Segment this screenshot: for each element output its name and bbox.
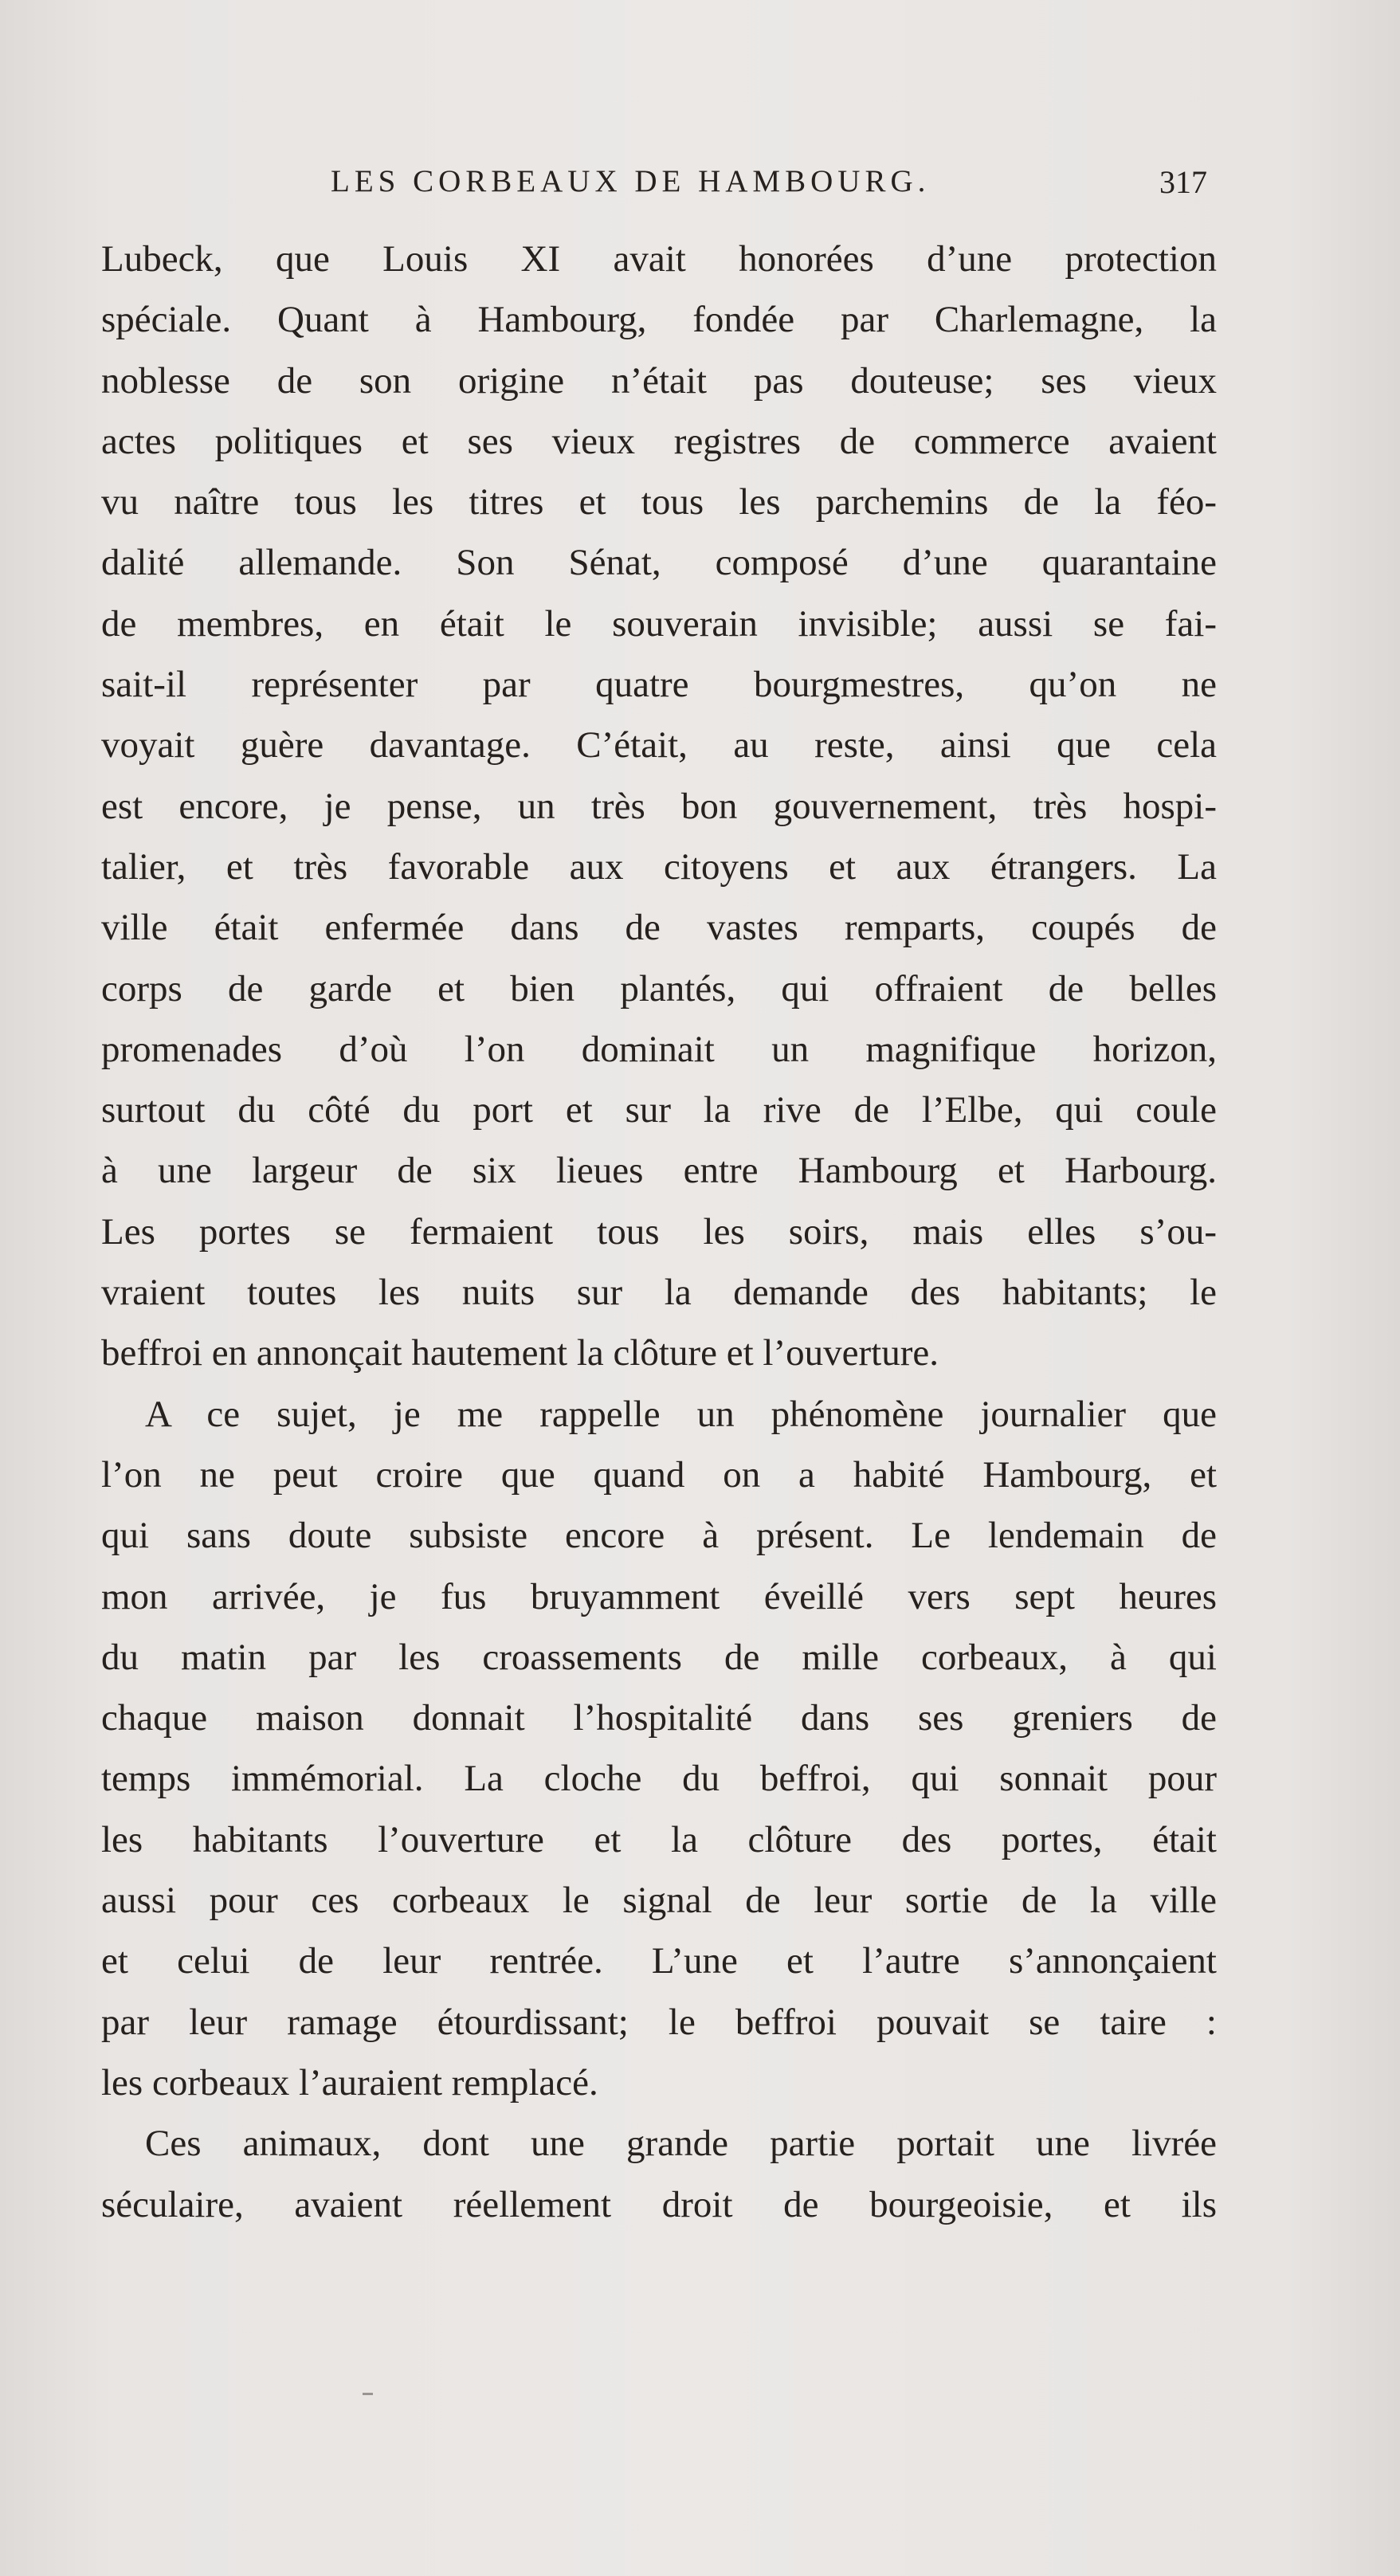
text-line: ville était enfermée dans de vastes remparts, coupés de xyxy=(101,907,1217,949)
text-line: noblesse de son origine n’était pas douteuse; ses vieux xyxy=(101,359,1217,402)
text-line: temps immémorial. La cloche du beffroi, qui sonnait pour xyxy=(101,1758,1217,1800)
text-line: séculaire, avaient réellement droit de bourgeoisie, et ils xyxy=(101,2183,1217,2225)
text-line: les corbeaux l’auraient remplacé. xyxy=(101,2061,598,2104)
paragraph-start-line: A ce sujet, je me rappelle un phénomène journalier que xyxy=(145,1393,1217,1435)
body-text xyxy=(101,229,1217,2235)
text-line: vraient toutes les nuits sur la demande des habitants; le xyxy=(101,1272,1217,1314)
text-line: de membres, en était le souverain invisible; aussi se fai- xyxy=(101,602,1217,645)
text-line: Les portes se fermaient tous les soirs, mais elles s’ou- xyxy=(101,1210,1217,1253)
running-head: LES CORBEAUX DE HAMBOURG. xyxy=(331,164,931,198)
text-line: du matin par les croassements de mille corbeaux, à qui xyxy=(101,1636,1217,1678)
text-line: à une largeur de six lieues entre Hambourg et Harbourg. xyxy=(101,1150,1217,1192)
text-line: surtout du côté du port et sur la rive de l’Elbe, qui coule xyxy=(101,1089,1217,1131)
paragraph-start-line: Ces animaux, dont une grande partie portait une livrée xyxy=(145,2123,1217,2165)
text-line: spéciale. Quant à Hambourg, fondée par Charlemagne, la xyxy=(101,299,1217,341)
text-line: actes politiques et ses vieux registres de commerce avaient xyxy=(101,420,1217,462)
text-line: aussi pour ces corbeaux le signal de leur sortie de la ville xyxy=(101,1880,1217,1922)
page-number: 317 xyxy=(1159,164,1207,200)
text-line: est encore, je pense, un très bon gouvernement, très hospi- xyxy=(101,785,1217,827)
text-line: corps de garde et bien plantés, qui offraient de belles xyxy=(101,967,1217,1010)
text-line: beffroi en annonçait hautement la clôture et l’ouverture. xyxy=(101,1332,939,1374)
text-line: et celui de leur rentrée. L’une et l’autre s’annonçaient xyxy=(101,1940,1217,1982)
text-line: par leur ramage étourdissant; le beffroi pouvait se taire : xyxy=(101,2001,1217,2043)
text-line: talier, et très favorable aux citoyens et aux étrangers. La xyxy=(101,845,1217,888)
page-header xyxy=(331,163,1207,211)
text-line: Lubeck, que Louis XI avait honorées d’une protection xyxy=(101,238,1217,280)
text-line: qui sans doute subsiste encore à présent. Le lendemain de xyxy=(101,1515,1217,1557)
text-line: vu naître tous les titres et tous les parchemins de la féo- xyxy=(101,481,1217,523)
text-line: chaque maison donnait l’hospitalité dans ses greniers de xyxy=(101,1697,1217,1739)
text-line: voyait guère davantage. C’était, au reste, ainsi que cela xyxy=(101,724,1217,767)
text-line: dalité allemande. Son Sénat, composé d’une quarantaine xyxy=(101,542,1217,584)
ink-speck xyxy=(363,2393,373,2395)
text-line: les habitants l’ouverture et la clôture des portes, était xyxy=(101,1818,1217,1860)
text-line: promenades d’où l’on dominait un magnifique horizon, xyxy=(101,1028,1217,1070)
text-line: mon arrivée, je fus bruyamment éveillé vers sept heures xyxy=(101,1575,1217,1617)
text-line: l’on ne peut croire que quand on a habité Hambourg, et xyxy=(101,1453,1217,1496)
text-line: sait-il représenter par quatre bourgmestres, qu’on ne xyxy=(101,664,1217,706)
